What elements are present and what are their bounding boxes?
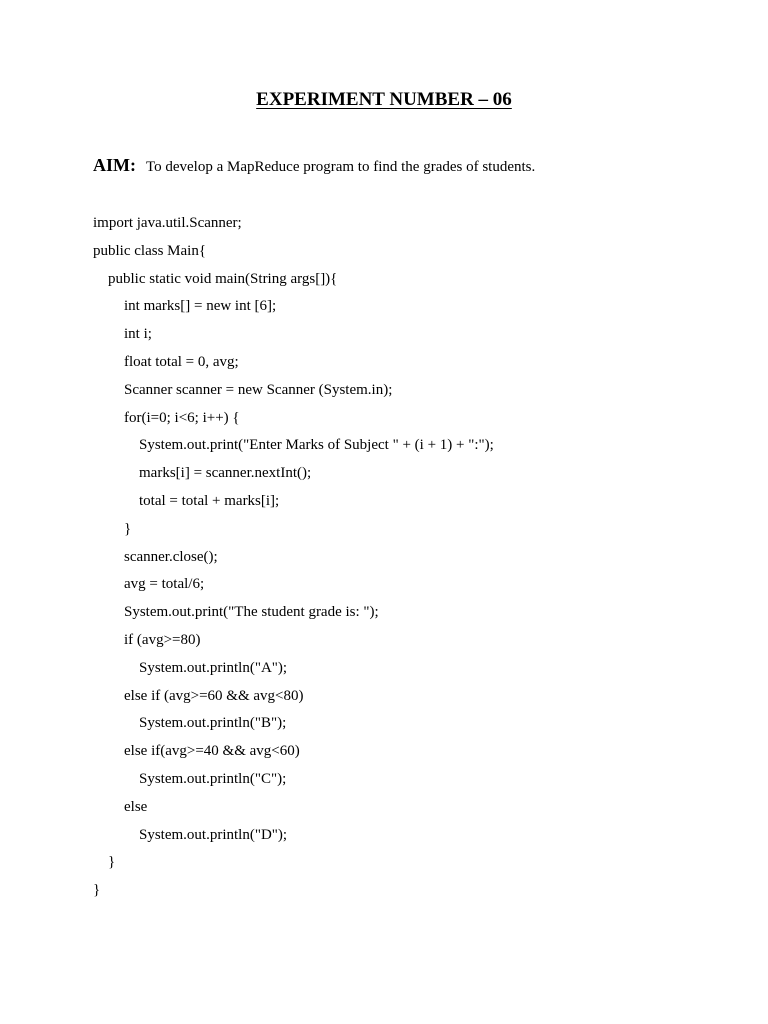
code-line: } xyxy=(108,854,116,871)
code-line: System.out.println("B"); xyxy=(139,715,287,732)
code-line: import java.util.Scanner; xyxy=(93,215,242,231)
code-line: int marks[] = new int [6]; xyxy=(124,298,277,315)
code-line: } xyxy=(93,882,101,899)
code-line: else if (avg>=60 && avg<80) xyxy=(124,687,304,704)
code-block xyxy=(93,210,494,905)
aim-text: To develop a MapReduce program to find the grades of students. xyxy=(146,159,536,175)
code-line: marks[i] = scanner.nextInt(); xyxy=(139,465,312,482)
code-line: Scanner scanner = new Scanner (System.in); xyxy=(124,381,393,398)
code-line: } xyxy=(124,520,132,537)
page-title: EXPERIMENT NUMBER – 06 xyxy=(256,89,512,110)
code-line: for(i=0; i<6; i++) { xyxy=(124,409,240,426)
code-line: else if(avg>=40 && avg<60) xyxy=(124,743,300,760)
code-line: if (avg>=80) xyxy=(124,631,201,648)
code-line: System.out.println("D"); xyxy=(139,826,288,843)
code-line: int i; xyxy=(124,326,152,343)
code-line: public class Main{ xyxy=(93,242,207,259)
code-line: System.out.print("The student grade is: "); xyxy=(124,604,379,621)
code-line: System.out.println("A"); xyxy=(139,659,288,676)
code-line: else xyxy=(124,798,148,815)
code-line: avg = total/6; xyxy=(124,576,205,593)
aim-statement xyxy=(93,153,535,179)
code-line: public static void main(String args[]){ xyxy=(108,270,338,287)
code-line: float total = 0, avg; xyxy=(124,353,239,370)
aim-label: AIM: xyxy=(93,155,136,175)
code-line: total = total + marks[i]; xyxy=(139,492,280,509)
code-line: scanner.close(); xyxy=(124,548,218,565)
code-line: System.out.println("C"); xyxy=(139,770,287,787)
code-line: System.out.print("Enter Marks of Subject " + (i + 1) + ":"); xyxy=(139,437,494,454)
